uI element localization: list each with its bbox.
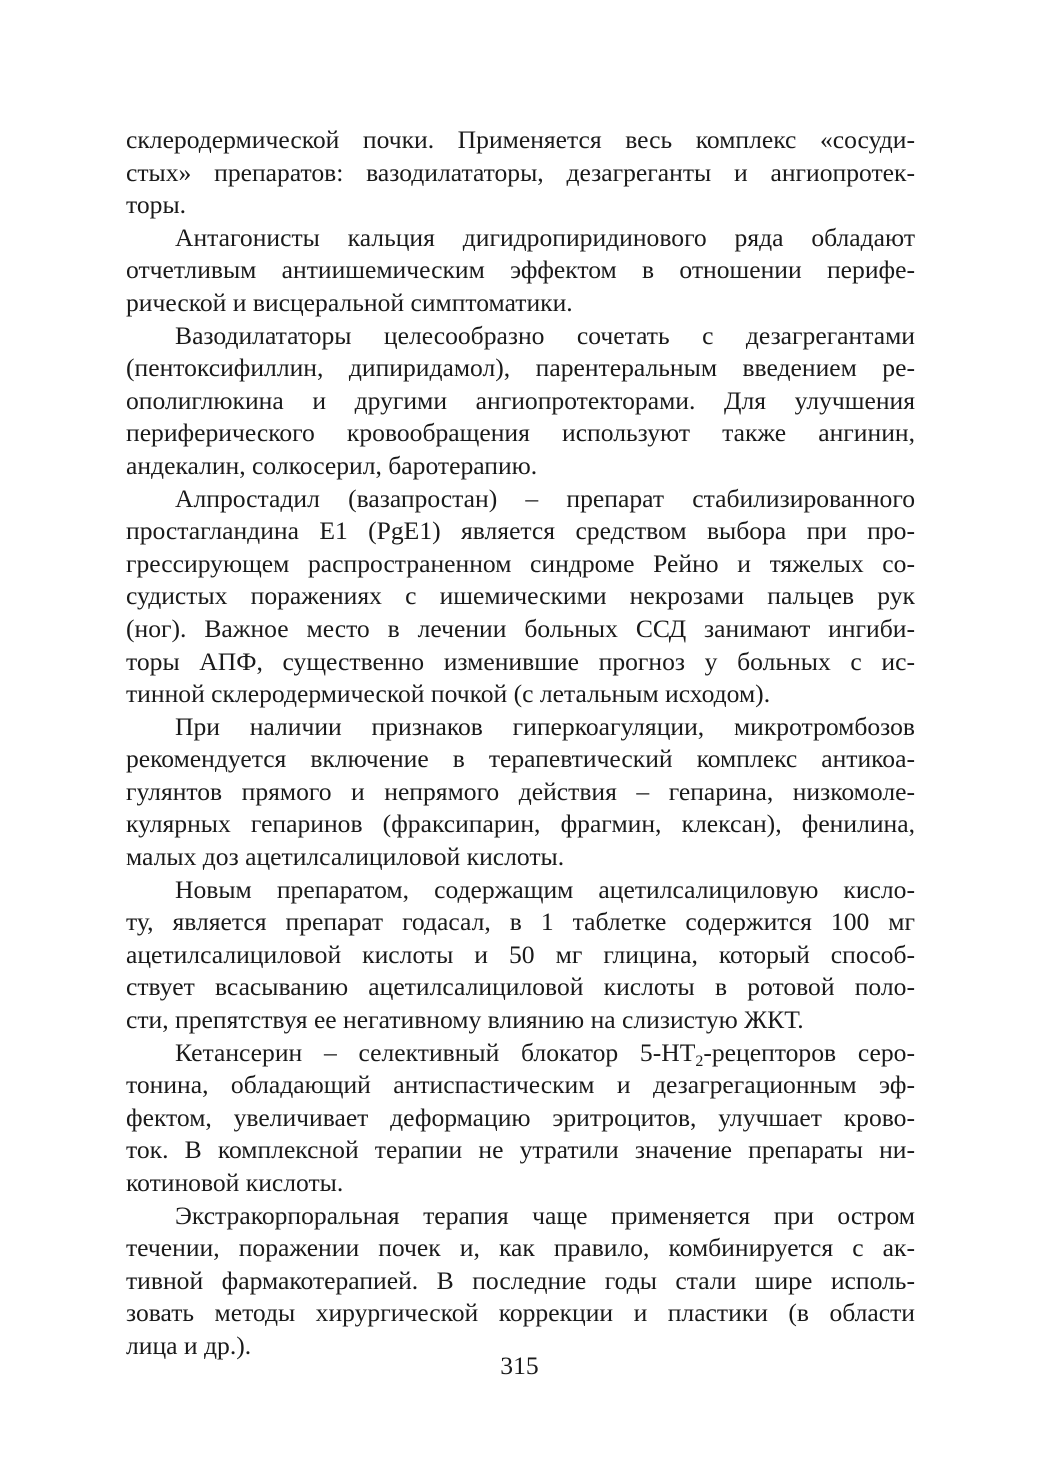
paragraph-6 — [126, 874, 915, 1037]
text-line: простагландина E1 (PgE1) является средством выбора при про- — [126, 516, 915, 546]
paragraph-3 — [126, 320, 915, 483]
text-line: судистых поражениях с ишемическими некрозами пальцев рук — [126, 581, 915, 611]
paragraph-2 — [126, 222, 915, 320]
text-line: торы. — [126, 190, 187, 220]
text-line: ток. В комплексной терапии не утратили значение препараты ни- — [126, 1135, 915, 1165]
text-fragment: -рецепторов серо- — [703, 1037, 915, 1067]
text-line: сти, препятствуя ее негативному влиянию на слизистую ЖКТ. — [126, 1005, 804, 1035]
text-line: андекалин, солкосерил, баротерапию. — [126, 450, 538, 480]
text-line: малых доз ацетилсалициловой кислоты. — [126, 842, 565, 872]
text-line: течении, поражении почек и, как правило, комбинируется с ак- — [126, 1233, 915, 1263]
text-line: периферического кровообращения используют также ангинин, — [126, 418, 915, 448]
paragraph-7 — [126, 1037, 915, 1200]
text-line: рической и висцеральной симптоматики. — [126, 287, 573, 317]
paragraph-4 — [126, 483, 915, 711]
text-line: ополиглюкина и другими ангиопротекторами. Для улучшения — [126, 385, 915, 415]
text-line: Экстракорпоральная терапия чаще применяется при остром — [175, 1200, 915, 1230]
paragraph-8 — [126, 1200, 915, 1363]
text-line: склеродермической почки. Применяется весь комплекс «сосуди- — [126, 125, 915, 154]
text-line: зовать методы хирургической коррекции и пластики (в области — [126, 1298, 915, 1328]
text-line: тинной склеродермической почкой (с летальным исходом). — [126, 679, 771, 709]
text-line: котиновой кислоты. — [126, 1168, 344, 1197]
page-number: 315 — [500, 1351, 539, 1380]
text-line: гулянтов прямого и непрямого действия – гепарина, низкомоле- — [126, 776, 915, 806]
text-line: Вазодилататоры целесообразно сочетать с дезагрегантами — [175, 320, 915, 350]
text-line: ацетилсалициловой кислоты и 50 мг глицина, который способ- — [126, 939, 915, 969]
text-line: При наличии признаков гиперкоагуляции, микротромбозов — [175, 711, 915, 741]
text-line: (ног). Важное место в лечении больных ССД занимают ингиби- — [126, 613, 915, 643]
text-line — [126, 1037, 915, 1070]
text-line: рекомендуется включение в терапевтический комплекс антикоа- — [126, 744, 915, 774]
text-line: ствует всасыванию ацетилсалициловой кислоты в ротовой поло- — [126, 972, 915, 1002]
text-line: ту, является препарат годасал, в 1 таблетке содержится 100 мг — [126, 907, 915, 937]
text-line: тивной фармакотерапией. В последние годы стали шире исполь- — [126, 1265, 915, 1295]
paragraph-1 — [126, 124, 915, 222]
text-line: Антагонисты кальция дигидропиридинового ряда обладают — [175, 222, 915, 252]
text-line: кулярных гепаринов (фраксипарин, фрагмин, клексан), фенилина, — [126, 809, 915, 839]
text-line: стых» препаратов: вазодилататоры, дезагреганты и ангиопротек- — [126, 157, 915, 187]
text-line: (пентоксифиллин, дипиридамол), парентеральным введением ре- — [126, 353, 915, 383]
text-line: лица и др.). — [126, 1330, 252, 1360]
text-line: Алпростадил (вазапростан) – препарат стабилизированного — [175, 483, 915, 513]
text-line: отчетливым антиишемическим эффектом в отношении перифе- — [126, 255, 915, 285]
text-line: грессирующем распространенном синдроме Рейно и тяжелых со- — [126, 548, 915, 578]
subscript: 2 — [695, 1052, 704, 1070]
text-line: фектом, увеличивает деформацию эритроцитов, улучшает крово- — [126, 1102, 915, 1132]
text-fragment: Кетансерин – селективный блокатор 5-HT — [175, 1037, 696, 1067]
text-line: тонина, обладающий антиспастическим и дезагрегационным эф- — [126, 1070, 915, 1100]
text-line: торы АПФ, существенно изменившие прогноз у больных с ис- — [126, 646, 915, 676]
paragraph-5 — [126, 711, 915, 874]
page-text — [126, 124, 915, 1363]
text-line: Новым препаратом, содержащим ацетилсалициловую кисло- — [175, 874, 915, 904]
